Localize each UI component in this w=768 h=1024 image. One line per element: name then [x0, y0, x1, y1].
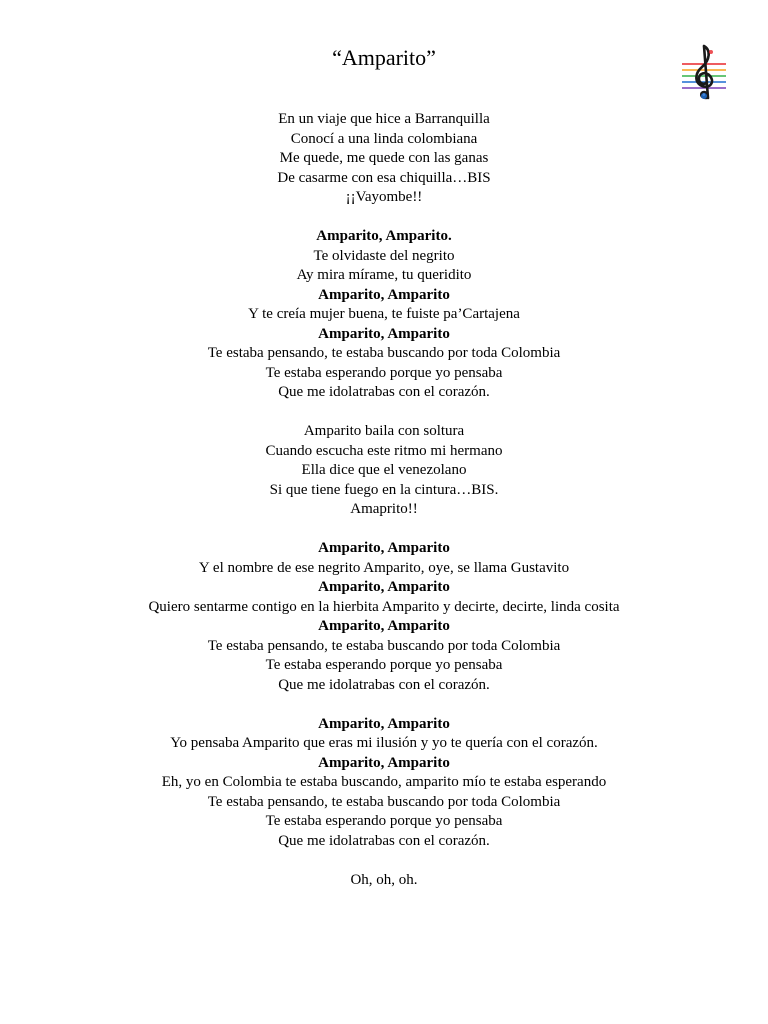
treble-clef-icon — [680, 40, 728, 102]
lyric-line: Te estaba esperando porque yo pensaba — [265, 813, 503, 829]
lyric-line: ¡¡Vayombe!! — [345, 189, 423, 205]
lyric-line: Si que tiene fuego en la cintura…BIS. — [269, 481, 499, 498]
lyric-line: Te estaba pensando, te estaba buscando por toda Colombia — [207, 793, 561, 810]
lyric-line: Ella dice que el venezolano — [301, 462, 467, 478]
lyrics-body — [0, 110, 768, 910]
lyric-line: Te estaba esperando porque yo pensaba — [265, 657, 503, 673]
lyric-line: Quiero sentarme contigo en la hierbita Amparito y decirte, decirte, linda cosita — [148, 598, 620, 615]
lyric-line: Conocí a una linda colombiana — [290, 130, 478, 147]
page-title: “Amparito” — [332, 45, 436, 70]
chorus-line: Amparito, Amparito — [318, 286, 450, 303]
chorus-line: Amparito, Amparito — [318, 540, 450, 556]
lyric-line: Que me idolatrabas con el corazón. — [278, 832, 490, 849]
clef-glyph — [696, 46, 712, 98]
chorus-line: Amparito, Amparito — [318, 715, 450, 732]
lyric-line: Te estaba pensando, te estaba buscando por toda Colombia — [207, 345, 561, 361]
stanza-2 — [0, 227, 768, 403]
stanza-1 — [0, 110, 768, 208]
lyric-line: Oh, oh, oh. — [350, 871, 418, 888]
stanza-6 — [0, 871, 768, 891]
lyric-line: Amparito baila con soltura — [303, 423, 465, 439]
lyric-line: Te estaba pensando, te estaba buscando por toda Colombia — [207, 637, 561, 654]
chorus-line: Amparito, Amparito. — [316, 228, 452, 244]
lyric-line: Eh, yo en Colombia te estaba buscando, amparito mío te estaba esperando — [161, 774, 607, 790]
lyric-line: Me quede, me quede con las ganas — [279, 150, 489, 166]
stanza-5 — [0, 715, 768, 852]
lyric-line: Y te creía mujer buena, te fuiste pa’Cartajena — [248, 306, 520, 322]
lyric-line: Amaprito!! — [350, 501, 418, 517]
lyric-line: Que me idolatrabas con el corazón. — [278, 384, 490, 400]
lyric-line: Te olvidaste del negrito — [313, 247, 455, 264]
lyric-line: Ay mira mírame, tu queridito — [296, 267, 472, 283]
lyric-line: En un viaje que hice a Barranquilla — [278, 111, 490, 127]
lyric-line: Yo pensaba Amparito que eras mi ilusión y yo te quería con el corazón. — [170, 735, 598, 751]
chorus-line: Amparito, Amparito — [318, 579, 450, 595]
lyric-line: De casarme con esa chiquilla…BIS — [277, 169, 491, 186]
lyric-line: Y el nombre de ese negrito Amparito, oye, se llama Gustavito — [198, 559, 570, 576]
chorus-line: Amparito, Amparito — [318, 325, 450, 342]
stanza-3 — [0, 422, 768, 520]
stanza-4 — [0, 539, 768, 695]
chorus-line: Amparito, Amparito — [318, 618, 450, 634]
lyric-line: Cuando escucha este ritmo mi hermano — [265, 442, 503, 459]
lyric-line: Te estaba esperando porque yo pensaba — [265, 364, 503, 381]
chorus-line: Amparito, Amparito — [318, 754, 450, 771]
lyric-line: Que me idolatrabas con el corazón. — [278, 676, 490, 693]
